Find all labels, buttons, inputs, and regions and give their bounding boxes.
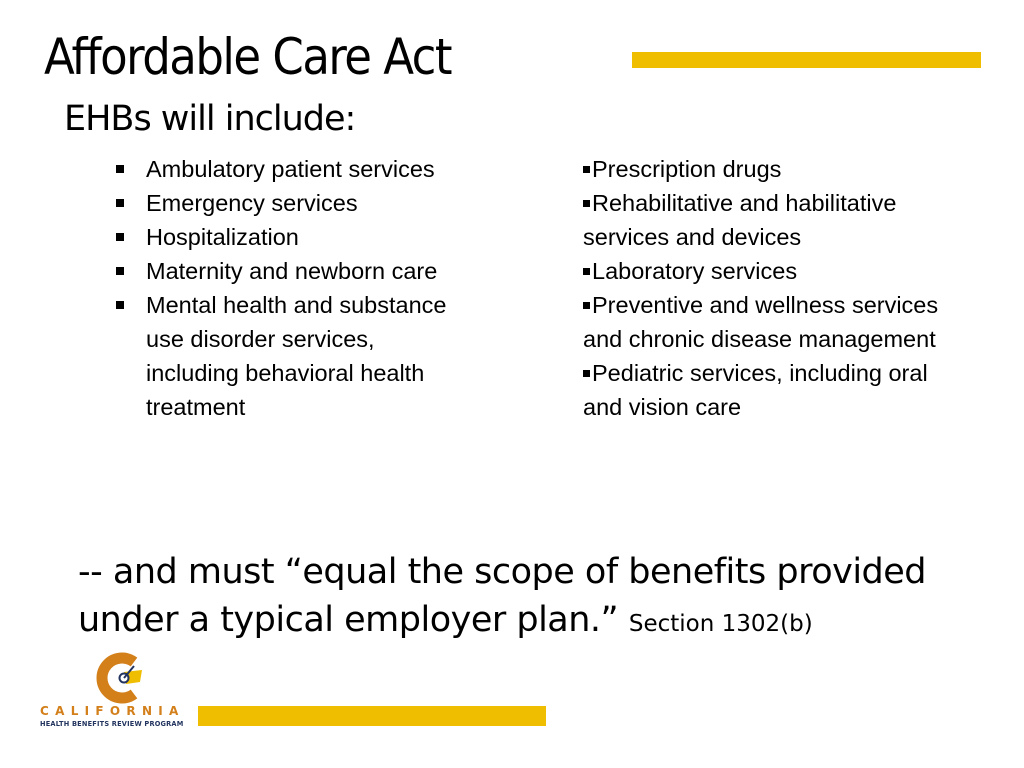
- logo-subname: HEALTH BENEFITS REVIEW PROGRAM: [40, 720, 184, 728]
- list-item: Ambulatory patient services: [110, 152, 460, 186]
- chbrp-logo-icon: [90, 652, 150, 704]
- slide-subtitle: EHBs will include:: [64, 99, 356, 139]
- benefits-list-right: [583, 152, 963, 424]
- list-item-text: Preventive and wellness services and chronic disease management: [583, 292, 939, 352]
- quote-text: -- and must “equal the scope of benefits provided under a typical employer plan.”: [78, 552, 927, 640]
- footer-accent-bar: [198, 706, 546, 726]
- list-item: [583, 152, 963, 186]
- list-item: [583, 254, 963, 288]
- list-item: [583, 356, 963, 424]
- list-item-text: Prescription drugs: [592, 156, 782, 182]
- benefits-list-left: [110, 152, 460, 424]
- scope-quote: [78, 548, 978, 648]
- list-item: Maternity and newborn care: [110, 254, 460, 288]
- bullet-square-icon: [583, 200, 590, 207]
- bullet-square-icon: [583, 166, 590, 173]
- list-item: Mental health and substance use disorder services, including behavioral health treatment: [110, 288, 460, 424]
- list-item-text: Laboratory services: [592, 258, 798, 284]
- list-item-text: Pediatric services, including oral and vision care: [583, 360, 928, 420]
- chbrp-logo: [40, 652, 200, 732]
- bullet-square-icon: [583, 302, 590, 309]
- quote-citation: Section 1302(b): [628, 611, 813, 637]
- list-item: Emergency services: [110, 186, 460, 220]
- list-item-text: Rehabilitative and habilitative services and devices: [583, 190, 897, 250]
- list-item: [583, 288, 963, 356]
- bullet-square-icon: [583, 370, 590, 377]
- list-item: [583, 186, 963, 254]
- title-accent-bar: [632, 52, 981, 68]
- slide-title: Affordable Care Act: [44, 28, 451, 86]
- logo-name: CALIFORNIA: [40, 704, 185, 718]
- bullet-square-icon: [583, 268, 590, 275]
- list-item: Hospitalization: [110, 220, 460, 254]
